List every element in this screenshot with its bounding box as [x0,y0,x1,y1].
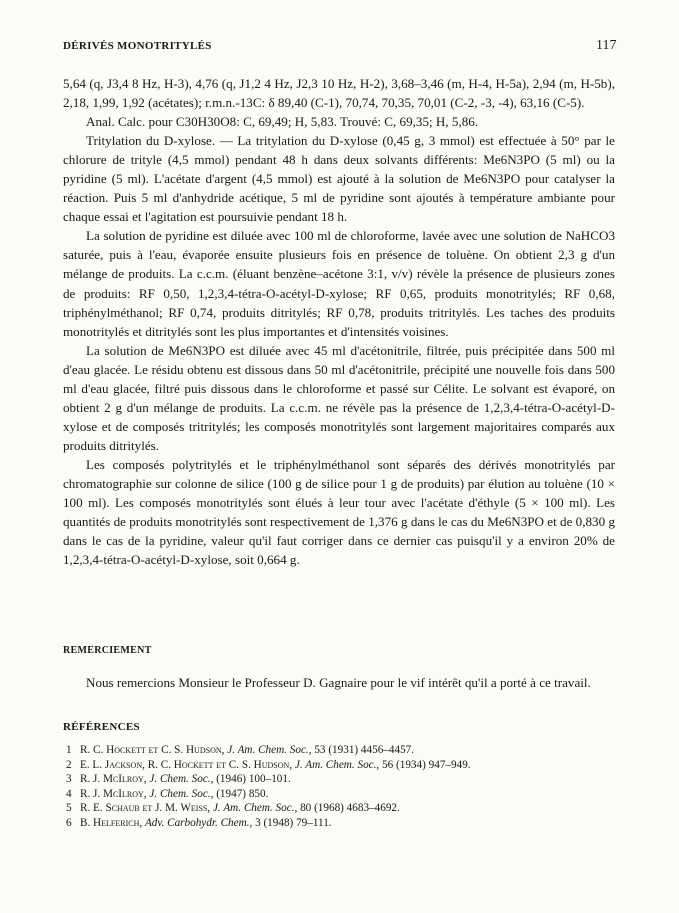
paragraph-nmr-data: 5,64 (q, J3,4 8 Hz, H-3), 4,76 (q, J1,2 4 Hz, J2,3 10 Hz, H-2), 3,68–3,46 (m, H-4, H-5a), 2,94 (m, H-5b), 2,18, 1,99, 1,92 (acétates); r.m.n.-13C: δ 89,40 (C-1), 70,74, 70,35, 70,01 (C-2, -3, -4), 63,16 (C-5). [63,76,615,111]
reference-journal: J. Chem. Soc., [149,773,214,786]
page-number: 117 [596,38,617,53]
reference-authors: R. C. Hockett et C. S. Hudson, [80,744,225,756]
reference-item [66,772,606,787]
reference-details: 3 (1948) 79–111. [255,816,332,829]
reference-details: 80 (1968) 4683–4692. [300,802,400,815]
references-list [66,743,606,831]
reference-authors: B. Helferich, [80,816,143,829]
paragraph-pyridine-solution: La solution de pyridine est diluée avec 100 ml de chloroforme, lavée avec une solution de NaHCO3 saturée, puis à l'eau, évaporée ensuite plusieurs fois en présence de toluène. On obtient 2,3 g d'un mélange de produits. La c.c.m. (éluant benzène–acétone 3:1, v/v) révèle la présence de plusieurs zones de produits: RF 0,50, 1,2,3,4-tétra-O-acétyl-D-xylose; RF 0,65, produits monotritylés; RF 0,68, triphénylméthanol; RF 0,74, produits ditritylés; RF 0,78, produits tritritylés. Les taches des produits monotritylés et ditritylés sont les plus importantes et d'intensités voisines. [63,228,615,339]
reference-item [66,787,606,802]
reference-journal: J. Am. Chem. Soc., [212,802,298,815]
reference-details: 56 (1934) 947–949. [382,758,471,771]
reference-item [66,801,606,816]
reference-number: 4 [66,787,72,800]
reference-authors: R. J. McIlroy, [80,787,147,800]
running-title: DÉRIVÉS MONOTRITYLÉS [63,40,212,52]
reference-item [66,758,606,773]
paragraph-hmpt-solution: La solution de Me6N3PO est diluée avec 45 ml d'acétonitrile, filtrée, puis précipitée dans 500 ml d'eau glacée. Le résidu obtenu est dissous dans 50 ml d'acétonitrile, précipité une nouvelle fois dans 500 ml d'eau glacée, filtré puis dissous dans le chloroforme et passé sur Célite. Le solvant est évaporé, on obtient 2 g d'un mélange de produits. La c.c.m. ne révèle pas la présence de 1,2,3,4-tétra-O-acétyl-D-xylose et de composés tritritylés; les composés monotritylés sont largement majoritaires comparés aux produits ditritylés. [63,342,615,453]
acknowledgement-heading: REMERCIEMENT [63,645,152,656]
reference-number: 3 [66,773,72,786]
reference-authors: R. J. McIlroy, [80,773,147,786]
acknowledgement-text [63,673,615,692]
reference-journal: J. Chem. Soc., [149,787,214,800]
body-text [63,74,615,569]
reference-number: 2 [66,758,72,771]
reference-item [66,816,606,831]
reference-number: 5 [66,802,72,815]
reference-journal: Adv. Carbohydr. Chem., [144,816,253,829]
reference-authors: R. E. Schaub et J. M. Weiss, [80,802,211,815]
paragraph-tritylation: Tritylation du D-xylose. — La tritylation du D-xylose (0,45 g, 3 mmol) est effectuée à 50° par le chlorure de trityle (4,5 mmol) pendant 48 h dans deux solvants différents: Me6N3PO (5 ml) ou la pyridine (5 ml). L'acétate d'argent (4,5 mmol) est ajouté à la solution de Me6N3PO pour catalyser la réaction. Puis 5 ml d'anhydride acétique, 5 ml de pyridine sont ajoutés à température ambiante pour chaque essai et l'agitation est poursuivie pendant 18 h. [63,133,615,225]
reference-details: (1947) 850. [216,787,269,800]
references-heading: RÉFÉRENCES [63,721,140,733]
reference-item [66,743,606,758]
acknowledgement-paragraph: Nous remercions Monsieur le Professeur D. Gagnaire pour le vif intérêt qu'il a porté à ce travail. [86,675,591,690]
reference-details: 53 (1931) 4456–4457. [314,744,415,756]
reference-number: 6 [66,816,72,829]
paragraph-analysis: Anal. Calc. pour C30H30O8: C, 69,49; H, 5,83. Trouvé: C, 69,35; H, 5,86. [86,114,479,130]
reference-details: (1946) 100–101. [216,773,291,786]
paragraph-chromatography: Les composés polytritylés et le triphénylméthanol sont séparés des dérivés monotritylés par chromatographie sur colonne de silice (100 g de silice pour 1 g de produits) par élution au toluène (10 × 100 ml). Les composés monotritylés sont élués à leur tour avec l'acétate d'éthyle (5 × 100 ml). Les quantités de produits monotritylés sont respectivement de 1,376 g dans le cas du Me6N3PO et de 0,830 g dans le cas de la pyridine, valeur qu'il faut corriger dans ce dernier cas puisqu'il y a environ 20% de 1,2,3,4-tétra-O-acétyl-D-xylose, soit 0,664 g. [63,456,615,568]
reference-journal: J. Am. Chem. Soc., [294,758,380,771]
reference-number: 1 [66,744,72,756]
reference-authors: E. L. Jackson, R. C. Hockett et C. S. Hudson, [80,758,293,771]
reference-journal: J. Am. Chem. Soc., [227,744,312,756]
